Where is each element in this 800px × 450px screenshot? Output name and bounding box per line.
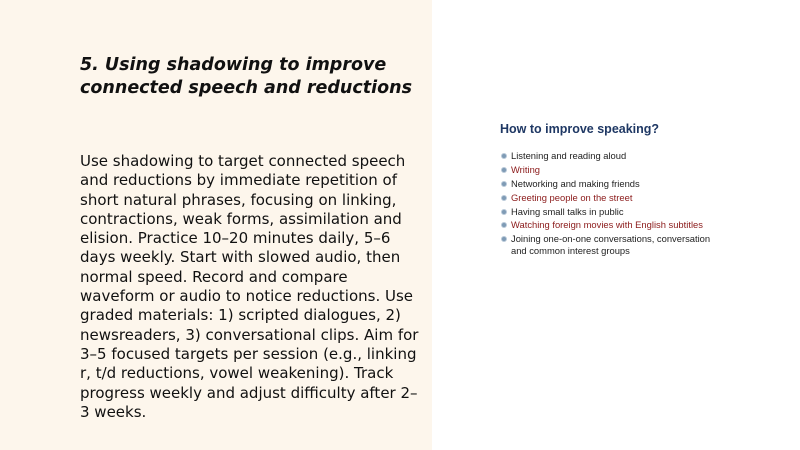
list-item bbox=[500, 206, 720, 217]
list-item-label: Having small talks in public bbox=[511, 205, 624, 217]
figure-title: How to improve speaking? bbox=[500, 122, 660, 136]
circle-bullet-icon bbox=[501, 167, 507, 173]
list-item bbox=[500, 192, 720, 203]
list-item-label: Joining one-on-one conversations, conversation and common interest groups bbox=[511, 233, 711, 256]
list-item bbox=[500, 233, 720, 256]
circle-bullet-icon bbox=[501, 181, 507, 187]
list-item-label: Networking and making friends bbox=[511, 177, 640, 189]
list-item-label: Listening and reading aloud bbox=[511, 150, 627, 161]
list-item bbox=[500, 150, 720, 161]
list-item-label: Watching foreign movies with English subtitles bbox=[511, 219, 703, 231]
list-item bbox=[500, 164, 720, 175]
circle-bullet-icon bbox=[501, 153, 507, 159]
list-item bbox=[500, 178, 720, 189]
slide-body: Use shadowing to target connected speech and reductions by immediate repetition of short natural phrases, focusing on linking, contractions, weak forms, assimilation and elision. Practice 10–20 minutes daily, 5–6 days weekly. Start with slowed audio, then normal speed. Record and compare waveform or audio to notice reductions. Use graded materials: 1) scripted dialogues, 2) newsreaders, 3) conversational clips. Aim for 3–5 focused targets per session (e.g., linking r, t/d reductions, vowel weakening). Track progress weekly and adjust difficulty after 2–3 weeks. bbox=[80, 152, 419, 421]
circle-bullet-icon bbox=[501, 209, 507, 215]
slide-title: 5. Using shadowing to improve connected speech and reductions bbox=[80, 55, 413, 98]
list-item-label: Writing bbox=[511, 163, 540, 175]
circle-bullet-icon bbox=[501, 236, 507, 242]
circle-bullet-icon bbox=[501, 195, 507, 201]
circle-bullet-icon bbox=[501, 222, 507, 228]
list-item-label: Greeting people on the street bbox=[511, 191, 633, 203]
speaking-tips-figure bbox=[490, 114, 730, 284]
tips-list bbox=[500, 150, 720, 259]
list-item bbox=[500, 219, 720, 230]
